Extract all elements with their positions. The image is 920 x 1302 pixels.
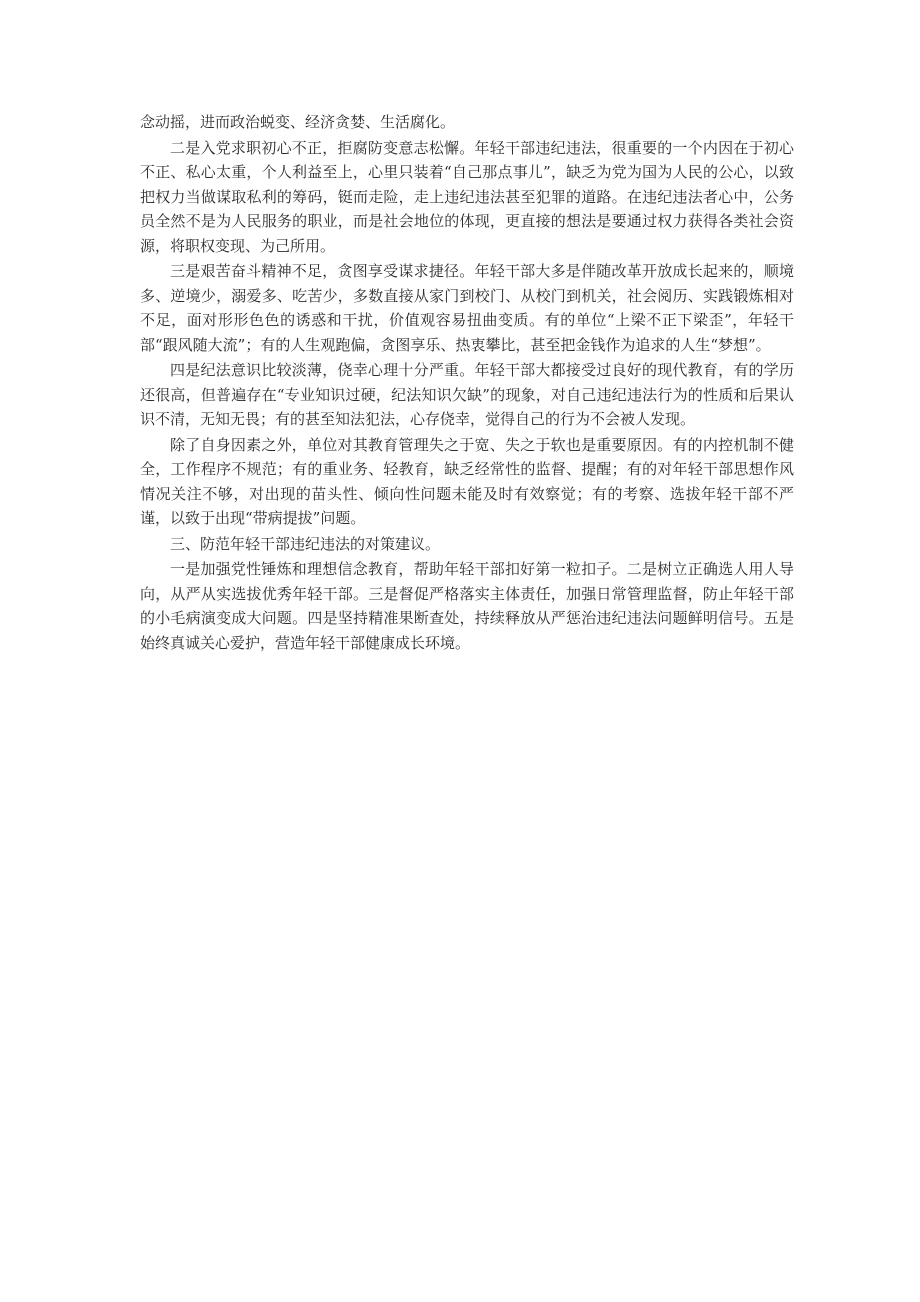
document-body <box>140 110 794 656</box>
paragraph-external-factors: 除了自身因素之外，单位对其教育管理失之于宽、失之于软也是重要原因。有的内控机制不健全，工作程序不规范；有的重业务、轻教育，缺乏经常性的监督、提醒；有的对年轻干部思想作风情况关注不够，对出现的苗头性、倾向性问题未能及时有效察觉；有的考察、选拔年轻干部不严谨，以致于出现“带病提拔”问题。 <box>140 435 794 527</box>
section-heading-three: 三、防范年轻干部违纪违法的对策建议。 <box>170 534 441 553</box>
paragraph-continuation: 念动摇，进而政治蜕变、经济贪婪、生活腐化。 <box>140 113 456 131</box>
paragraph-reason-two: 二是入党求职初心不正，拒腐防变意志松懈。年轻干部违纪违法，很重要的一个内因在于初心不正、私心太重，个人利益至上，心里只装着“自己那点事儿”，缺乏为党为国为人民的公心，以致把权力当做谋取私利的筹码，铤而走险，走上违纪违法甚至犯罪的道路。在违纪违法者心中，公务员全然不是为人民服务的职业，而是社会地位的体现，更直接的想法是要通过权力获得各类社会资源，将职权变现、为己所用。 <box>140 138 794 255</box>
paragraph-recommendations: 一是加强党性锤炼和理想信念教育，帮助年轻干部扣好第一粒扣子。二是树立正确选人用人导向，从严从实选拔优秀年轻干部。三是督促严格落实主体责任，加强日常管理监督，防止年轻干部的小毛病演变成大问题。四是坚持精准果断查处，持续释放从严惩治违纪违法问题鲜明信号。五是始终真诚关心爱护，营造年轻干部健康成长环境。 <box>140 560 794 652</box>
paragraph-reason-four: 四是纪法意识比较淡薄，侥幸心理十分严重。年轻干部大都接受过良好的现代教育，有的学历还很高，但普遍存在“专业知识过硬，纪法知识欠缺”的现象，对自己违纪违法行为的性质和后果认识不清，无知无畏；有的甚至知法犯法，心存侥幸，觉得自己的行为不会被人发现。 <box>140 361 794 428</box>
paragraph-reason-three: 三是艰苦奋斗精神不足，贪图享受谋求捷径。年轻干部大多是伴随改革开放成长起来的，顺境多、逆境少，溺爱多、吃苦少，多数直接从家门到校门、从校门到机关，社会阅历、实践锻炼相对不足，面对形形色色的诱惑和干扰，价值观容易扭曲变质。有的单位“上梁不正下梁歪”，年轻干部“跟风随大流”；有的人生观跑偏，贪图享乐、热衷攀比，甚至把金钱作为追求的人生“梦想”。 <box>140 262 794 354</box>
